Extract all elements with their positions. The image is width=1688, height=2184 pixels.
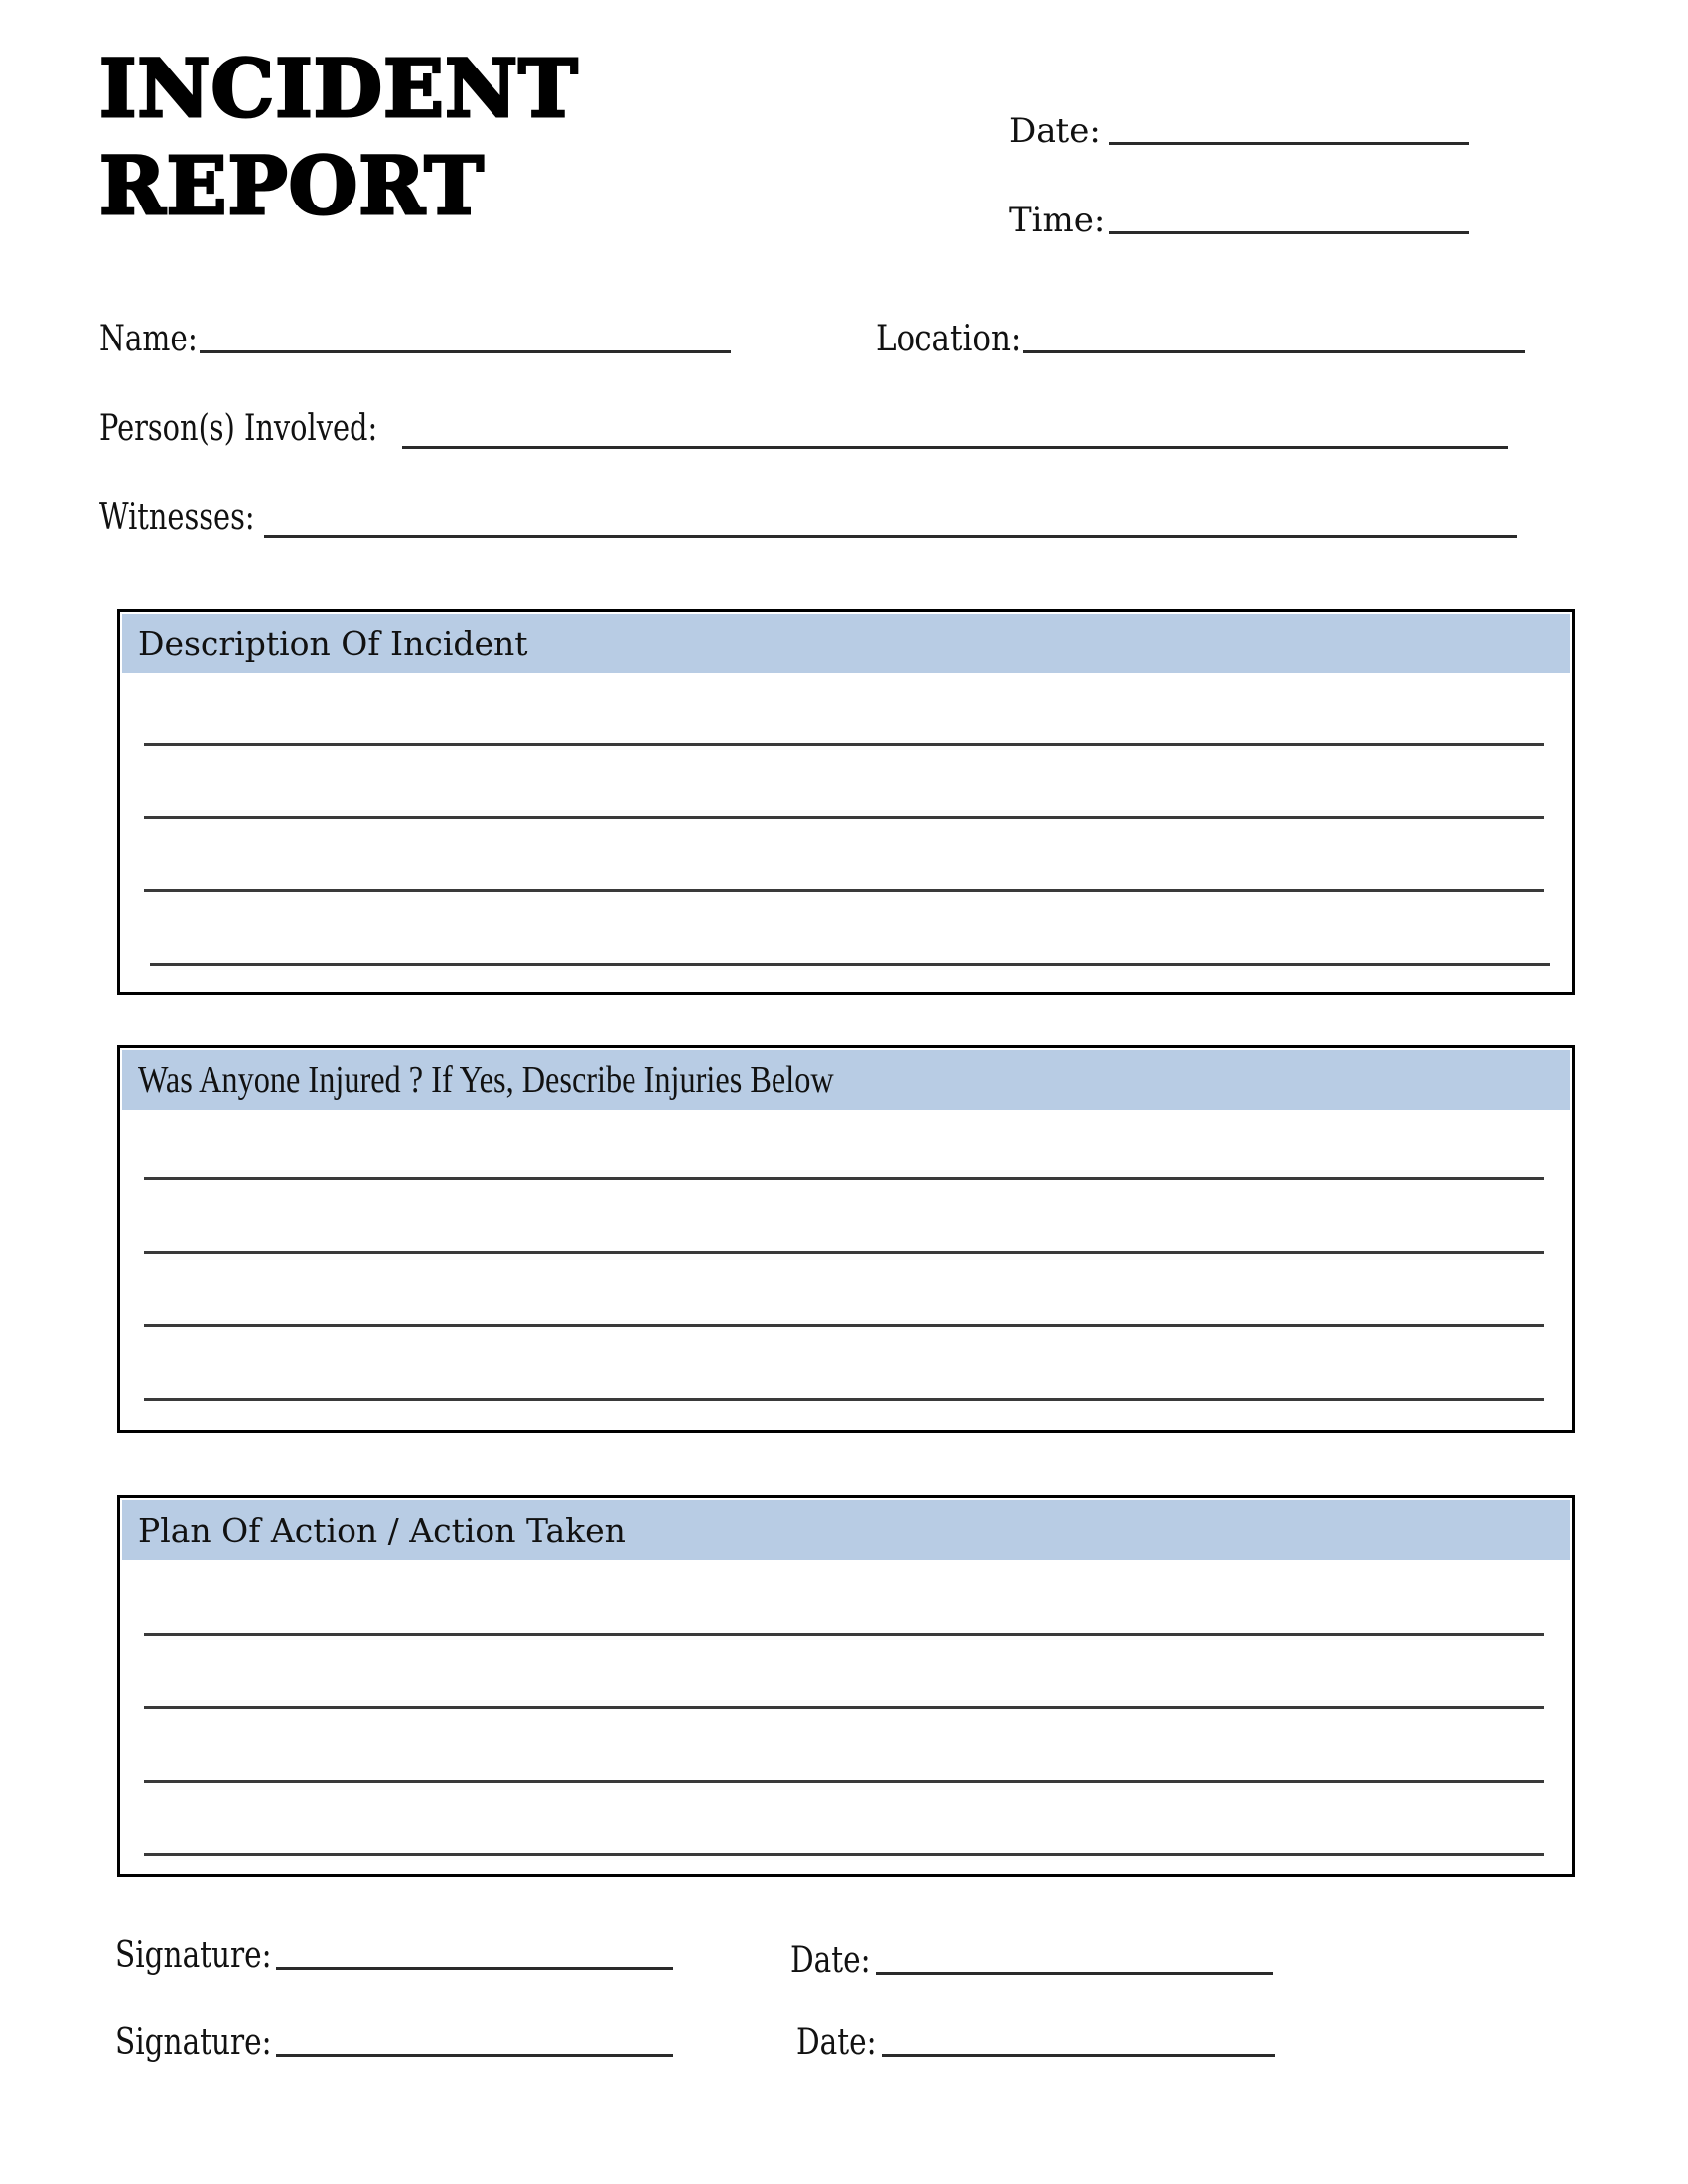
injuries-line-3[interactable] <box>144 1324 1544 1327</box>
persons-involved-input[interactable] <box>402 446 1508 449</box>
location-label: Location: <box>876 319 1022 359</box>
description-section <box>117 609 1575 995</box>
title-line-2: REPORT <box>99 139 485 232</box>
description-line-3[interactable] <box>144 889 1544 892</box>
header-time-field <box>1009 201 1469 240</box>
action-section <box>117 1495 1575 1877</box>
title-line-1: INCIDENT <box>99 42 579 135</box>
witnesses-input[interactable] <box>264 535 1517 538</box>
header-date-label: Date: <box>1009 111 1101 151</box>
header-date-field <box>1009 111 1469 151</box>
signature-date-field-2 <box>796 2023 1275 2063</box>
header-time-input[interactable] <box>1109 231 1469 234</box>
description-line-2[interactable] <box>144 816 1544 819</box>
header-time-label: Time: <box>1009 201 1106 240</box>
persons-involved-field <box>99 409 1508 449</box>
injuries-line-4[interactable] <box>144 1398 1544 1401</box>
injuries-section-header <box>122 1050 1570 1110</box>
signature-date-label-2: Date: <box>796 2022 877 2063</box>
action-line-3[interactable] <box>144 1780 1544 1783</box>
signature-input-1[interactable] <box>276 1967 673 1970</box>
signature-date-field-1 <box>790 1941 1273 1980</box>
witnesses-field <box>99 498 1517 538</box>
page-title <box>99 40 579 234</box>
location-input[interactable] <box>1023 350 1525 353</box>
signature-label-2: Signature: <box>115 2022 272 2063</box>
name-input[interactable] <box>200 350 731 353</box>
description-line-4[interactable] <box>150 963 1550 966</box>
signature-field-2 <box>115 2023 673 2063</box>
signature-input-2[interactable] <box>276 2054 673 2057</box>
persons-involved-label: Person(s) Involved: <box>99 408 378 449</box>
injuries-line-2[interactable] <box>144 1251 1544 1254</box>
name-field <box>99 320 731 359</box>
injuries-section <box>117 1045 1575 1433</box>
action-section-header <box>122 1500 1570 1560</box>
header-date-input[interactable] <box>1109 142 1469 145</box>
action-line-2[interactable] <box>144 1706 1544 1709</box>
description-section-header <box>122 614 1570 673</box>
description-section-title: Description Of Incident <box>138 623 528 663</box>
action-line-1[interactable] <box>144 1633 1544 1636</box>
description-line-1[interactable] <box>144 743 1544 746</box>
injuries-section-title: Was Anyone Injured ? If Yes, Describe Injuries Below <box>138 1059 834 1101</box>
action-line-4[interactable] <box>144 1853 1544 1856</box>
action-section-title: Plan Of Action / Action Taken <box>138 1510 626 1550</box>
signature-field-1 <box>115 1936 673 1976</box>
signature-label-1: Signature: <box>115 1935 272 1976</box>
name-label: Name: <box>99 319 198 359</box>
signature-date-label-1: Date: <box>790 1940 871 1980</box>
signature-date-input-2[interactable] <box>882 2054 1275 2057</box>
injuries-line-1[interactable] <box>144 1177 1544 1180</box>
location-field <box>876 320 1525 359</box>
witnesses-label: Witnesses: <box>99 497 255 538</box>
signature-date-input-1[interactable] <box>876 1972 1273 1975</box>
